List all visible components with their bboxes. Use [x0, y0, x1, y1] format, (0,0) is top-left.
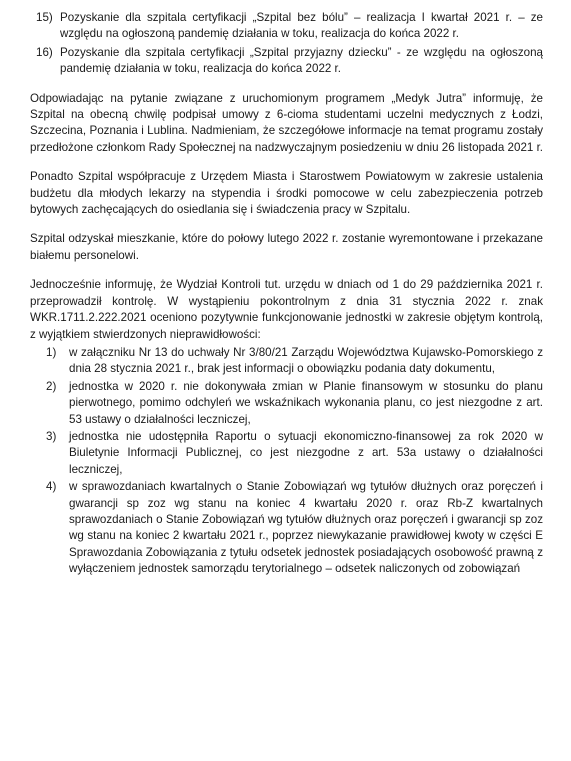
item-text: jednostka nie udostępniła Raportu o sytuacji ekonomiczno-finansowej za rok 2020 w Biuletynie Informacji Publicznej, co jest niezgodne z art. 53a ustawy o działalności leczniczej,	[69, 429, 543, 476]
item-text: w sprawozdaniach kwartalnych o Stanie Zobowiązań wg tytułów dłużnych oraz poręczeń i gwarancji sp zoz wg stanu na koniec 4 kwartału 2020 r. oraz Rb-Z kwartalnych sprawozdaniach o Stanie Zobowiązań wg tytułów dłużnych oraz poręczeń i gwarancji sp zoz wg stanu na koniec 2 kwartału 2021 r., poprzez niewykazanie prawidłowej kwoty w części E Sprawozdania Zobowiązania z tytułu odsetek jednostek posiadających osobowość prawną z wyłączeniem jednostek samorządu terytorialnego – odsetek naliczonych od zobowiązań	[69, 480, 543, 576]
list-item	[36, 45, 543, 78]
list-item	[46, 429, 543, 478]
item-text: Pozyskanie dla szpitala certyfikacji „Szpital bez bólu” – realizacja I kwartał 2021 r. – ze względu na ogłoszoną pandemię działania w toku, realizacja do końca 2022 r.	[60, 11, 543, 41]
item-number: 3)	[46, 429, 57, 443]
list-item	[46, 345, 543, 378]
item-number: 2)	[46, 379, 57, 393]
item-number: 4)	[46, 480, 57, 494]
paragraph-inspection: Jednocześnie informuję, że Wydział Kontroli tut. urzędu w dniach od 1 do 29 października 2021 r. przeprowadził kontrolę. W wystąpieniu pokontrolnym z dnia 31 stycznia 2022 r. znak WKR.1711.2.222.2021 oceniono pozytywnie funkcjonowanie jednostki w zakresie objętym kontrolą, z wyjątkiem stwierdzonych nieprawidłowości:	[30, 278, 543, 341]
item-number: 16)	[36, 45, 53, 59]
item-number: 1)	[46, 345, 57, 359]
item-number: 15)	[36, 11, 53, 24]
list-item	[46, 479, 543, 577]
list-item	[46, 379, 543, 428]
item-text: jednostka w 2020 r. nie dokonywała zmian w Planie finansowym w stosunku do planu pierwotnego, pomimo odchyleń we wskaźnikach wykonania planu, co jest niezgodne z art. 53 ustawy o działalności leczniczej,	[69, 379, 543, 426]
paragraph-apartment: Szpital odzyskał mieszkanie, które do połowy lutego 2022 r. zostanie wyremontowane i przekazane białemu personelowi.	[30, 232, 543, 262]
goals-list	[36, 10, 543, 78]
paragraph-cooperation: Ponadto Szpital współpracuje z Urzędem Miasta i Starostwem Powiatowym w zakresie ustalenia budżetu dla młodych lekarzy na stypendia i środki pomocowe w celu zabezpieczenia potrzeb bytowych zachęcających do osiedlania się i świadczenia pracy w Szpitalu.	[30, 170, 543, 217]
item-text: w załączniku Nr 13 do uchwały Nr 3/80/21 Zarządu Województwa Kujawsko-Pomorskiego z dnia 28 stycznia 2021 r., brak jest informacji o obowiązku podania daty dokumentu,	[69, 345, 543, 376]
item-text: Pozyskanie dla szpitala certyfikacji „Szpital przyjazny dziecku” - ze względu na ogłoszoną pandemię działania w toku, realizacja do końca 2022 r.	[60, 45, 543, 76]
paragraph-medyk-jutra: Odpowiadając na pytanie związane z uruchomionym programem „Medyk Jutra” informuję, że Szpital na obecną chwilę podpisał umowy z 6-cioma studentami uczelni medycznych z Łodzi, Szczecina, Poznania i Lublina. Nadmieniam, że szczegółowe informacje na temat programu zostały przedłożone członkom Rady Społecznej na nadzwyczajnym posiedzeniu w dniu 26 listopada 2021 r.	[30, 91, 544, 154]
irregularities-list	[46, 345, 543, 578]
list-item	[36, 10, 543, 43]
